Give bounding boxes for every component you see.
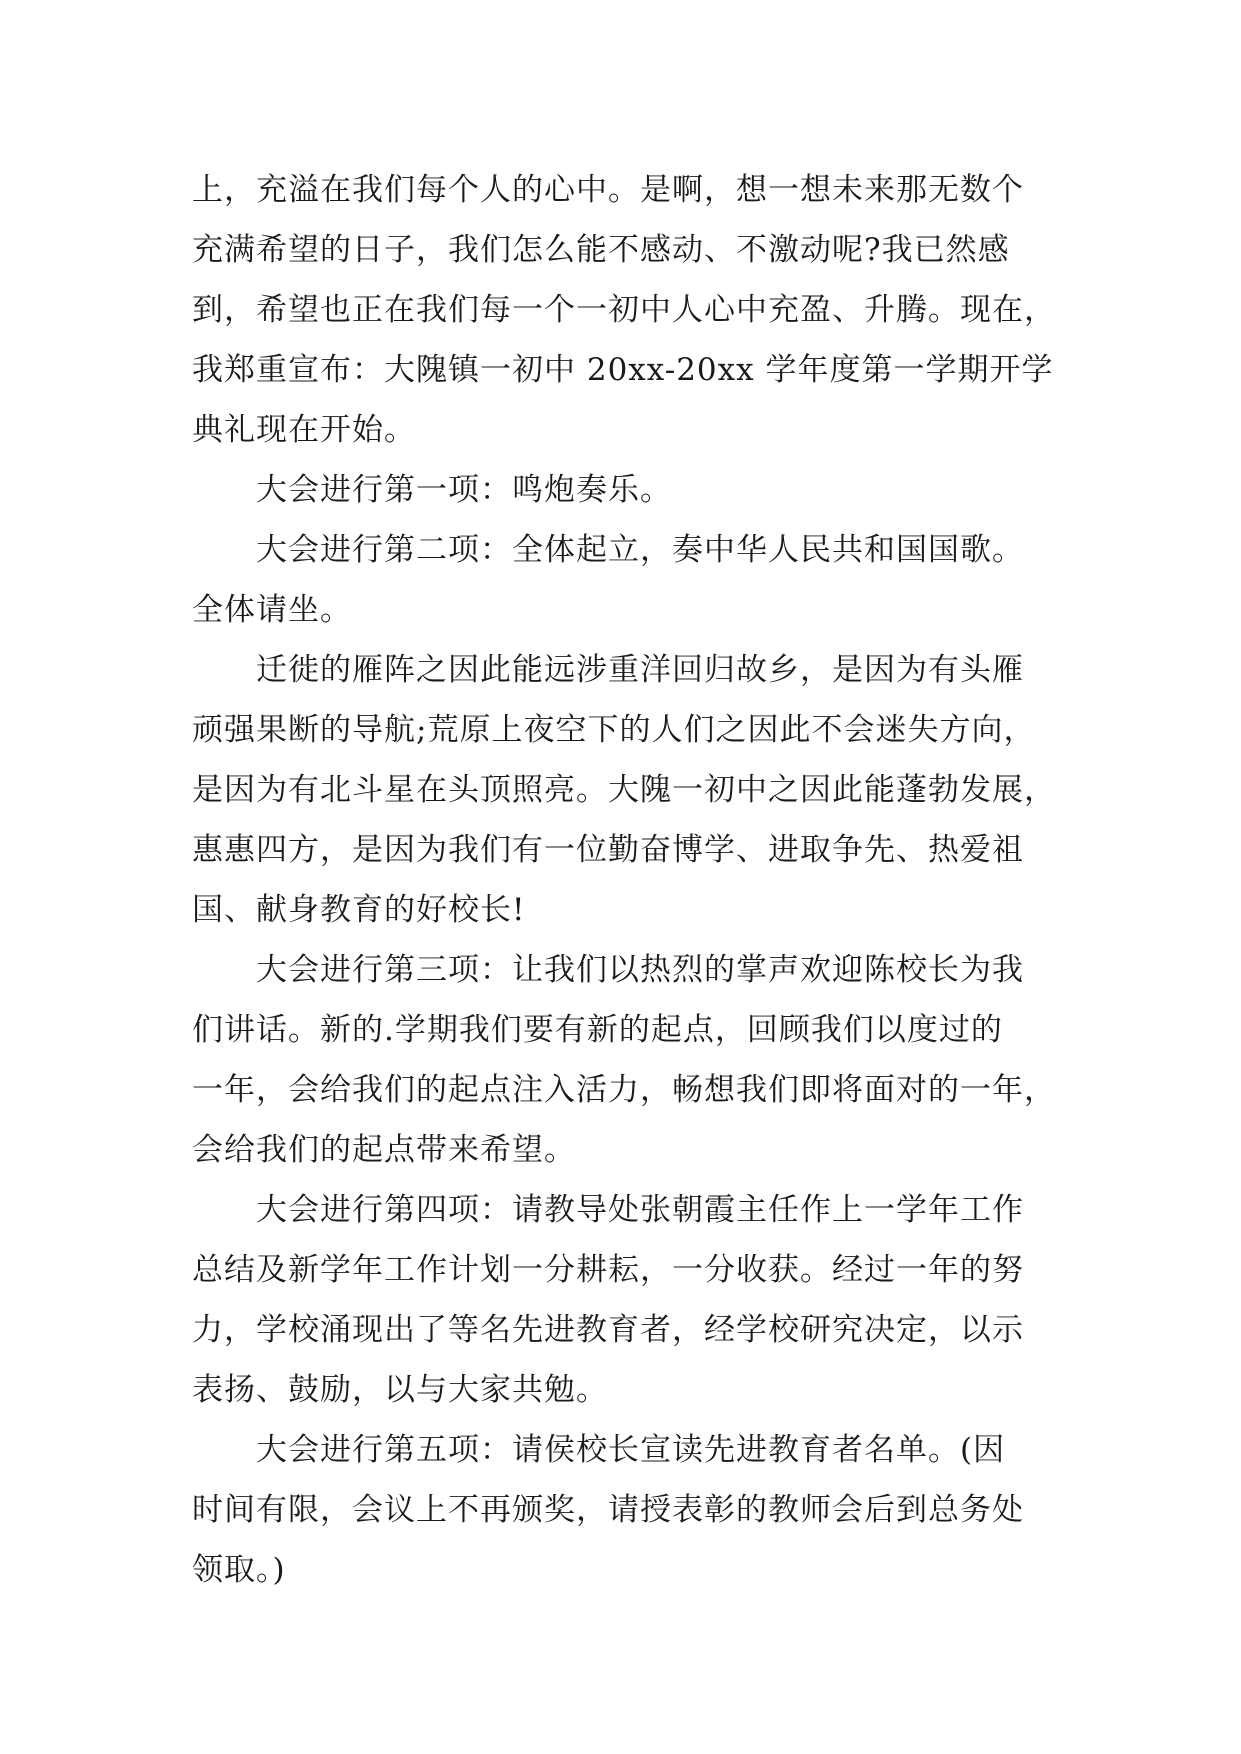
text-line: 大会进行第五项：请侯校长宣读先进教育者名单。(因	[256, 1432, 1006, 1468]
text-line: 大会进行第四项：请教导处张朝霞主任作上一学年工作	[256, 1192, 1024, 1228]
text-line: 大会进行第三项：让我们以热烈的掌声欢迎陈校长为我	[256, 952, 1024, 988]
text-line: 们讲话。新的.学期我们要有新的起点，回顾我们以度过的	[192, 1012, 1003, 1048]
text-line: 领取。)	[192, 1552, 286, 1588]
text-line: 一年，会给我们的起点注入活力，畅想我们即将面对的一年，	[192, 1072, 1056, 1108]
text-line: 时间有限，会议上不再颁奖，请授表彰的教师会后到总务处	[192, 1492, 1024, 1528]
text-line: 是因为有北斗星在头顶照亮。大隗一初中之因此能蓬勃发展，	[192, 772, 1056, 808]
text-line: 我郑重宣布：大隗镇一初中 20xx-20xx 学年度第一学期开学	[192, 352, 1054, 388]
text-line: 典礼现在开始。	[192, 412, 416, 448]
text-line: 上，充溢在我们每个人的心中。是啊，想一想未来那无数个	[192, 172, 1024, 208]
text-line: 全体请坐。	[192, 592, 352, 628]
text-line: 大会进行第二项：全体起立，奏中华人民共和国国歌。	[256, 532, 1024, 568]
text-line: 到，希望也正在我们每一个一初中人心中充盈、升腾。现在，	[192, 292, 1056, 328]
text-line: 总结及新学年工作计划一分耕耘，一分收获。经过一年的努	[192, 1252, 1024, 1288]
text-line: 大会进行第一项：鸣炮奏乐。	[256, 472, 672, 508]
text-line: 力，学校涌现出了等名先进教育者，经学校研究决定，以示	[192, 1312, 1024, 1348]
text-line: 国、献身教育的好校长!	[192, 892, 526, 928]
document-body	[192, 160, 1062, 1600]
text-line: 表扬、鼓励，以与大家共勉。	[192, 1372, 608, 1408]
text-line: 迁徙的雁阵之因此能远涉重洋回归故乡，是因为有头雁	[256, 652, 1024, 688]
text-line: 会给我们的起点带来希望。	[192, 1132, 576, 1168]
text-line: 惠惠四方，是因为我们有一位勤奋博学、进取争先、热爱祖	[192, 832, 1024, 868]
text-line: 顽强果断的导航;荒原上夜空下的人们之因此不会迷失方向，	[192, 712, 1036, 748]
text-line: 充满希望的日子，我们怎么能不感动、不激动呢?我已然感	[192, 232, 1010, 268]
